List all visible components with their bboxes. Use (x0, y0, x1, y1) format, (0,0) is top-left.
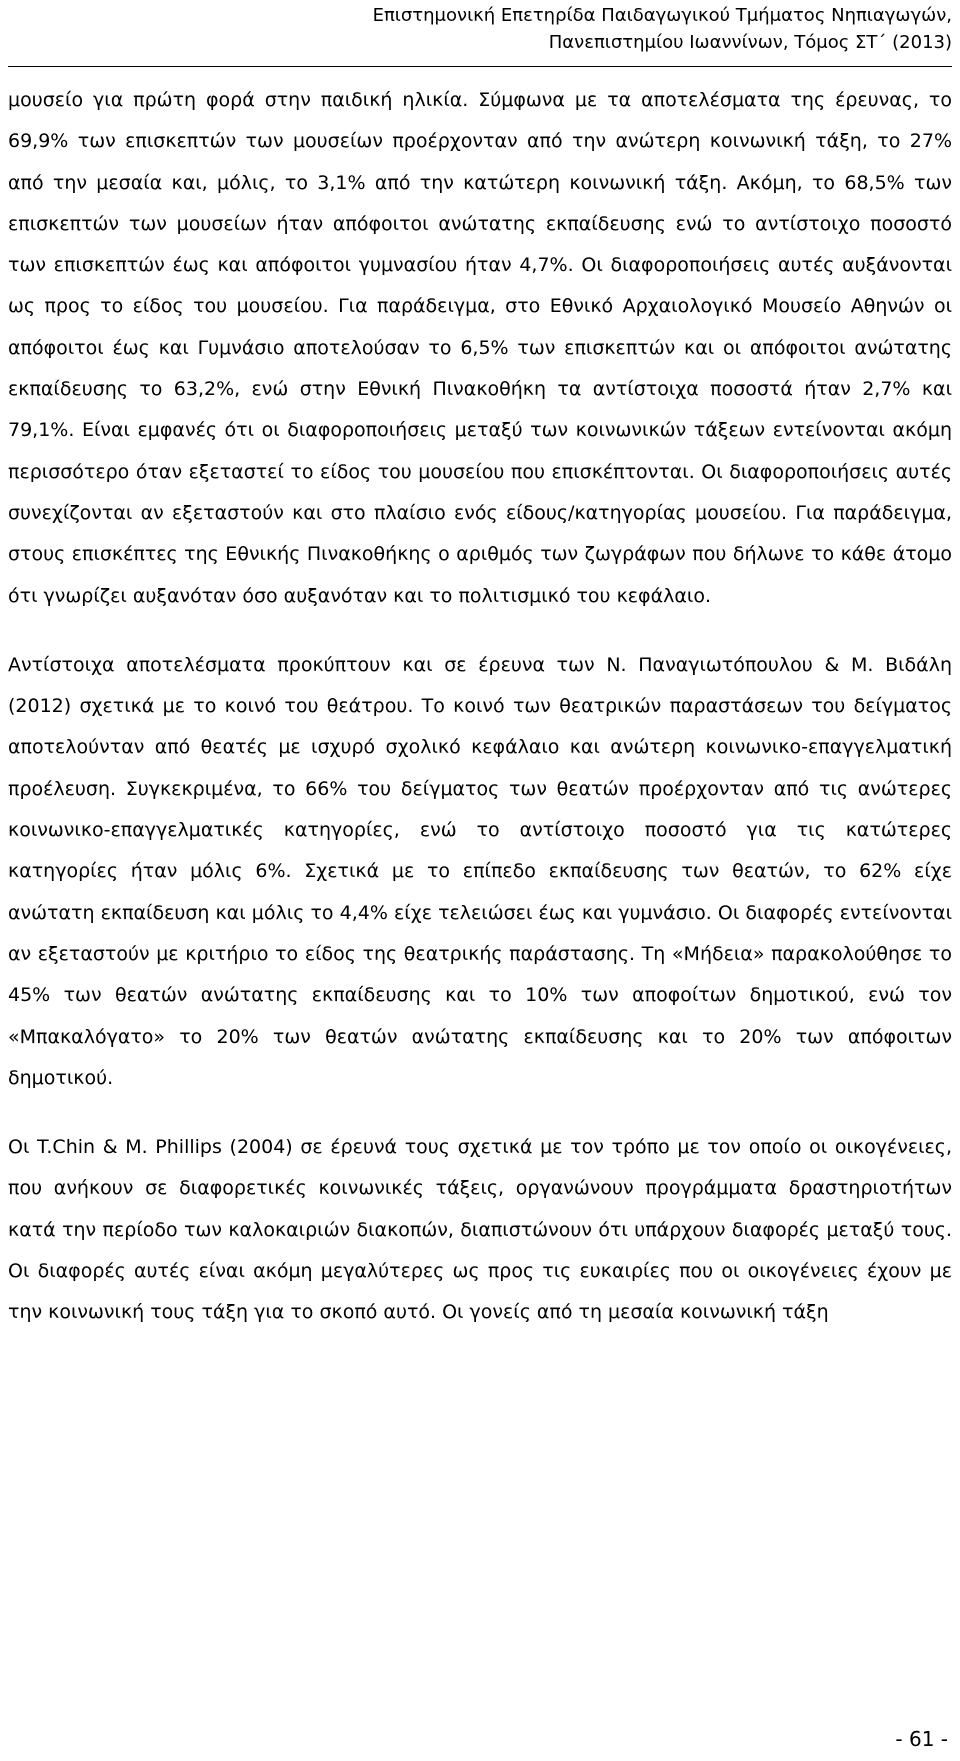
paragraph-theatre-audience: Αντίστοιχα αποτελέσματα προκύπτουν και σε έρευνα των Ν. Παναγιωτόπουλου & Μ. Βιδάλη (2012) σχετικά με το κοινό του θεάτρου. Το κοινό των θεατρικών παραστάσεων του δείγματος αποτελούνταν από θεατές με ισχυρό σχολικό κεφάλαιο και ανώτερη κοινωνικο-επαγγελματική προέλευση. Συγκεκριμένα, το 66% του δείγματος των θεατών προέρχονταν από τις ανώτερες κοινωνικο-επαγγελματικές κατηγορίες, ενώ το αντίστοιχο ποσοστό για τις κατώτερες κατηγορίες ήταν μόλις 6%. Σχετικά με το επίπεδο εκπαίδευσης των θεατών, το 62% είχε ανώτατη εκπαίδευση και μόλις το 4,4% είχε τελειώσει έως και γυμνάσιο. Οι διαφορές εντείνονται αν εξεταστούν με κριτήριο το είδος της θεατρικής παράστασης. Τη «Μήδεια» παρακολούθησε το 45% των θεατών ανώτατης εκπαίδευσης και το 10% των αποφοίτων δημοτικού, ενώ τον «Μπακαλόγατο» το 20% των θεατών ανώτατης εκπαίδευσης και το 20% των απόφοιτων δημοτικού. (8, 653, 952, 1089)
page-number: - 61 - (895, 1727, 948, 1751)
paragraph-summer-activities: Οι T.Chin & M. Phillips (2004) σε έρευνά τους σχετικά με τον τρόπο με τον οποίο οι οικογένειες, που ανήκουν σε διαφορετικές κοινωνικές τάξεις, οργανώνουν προγράμματα δραστηριοτήτων κατά την περίοδο των καλοκαιριών διακοπών, διαπιστώνουν ότι υπάρχουν διαφορές μεταξύ τους. Οι διαφορές αυτές είναι ακόμη μεγαλύτερες ως προς τις ευκαιρίες που οι οικογένειες έχουν με την κοινωνική τους τάξη για το σκοπό αυτό. Οι γονείς από τη μεσαία κοινωνική τάξη (8, 1136, 952, 1324)
header-line-volume: Πανεπιστημίου Ιωαννίνων, Τόμος ΣΤ΄ (2013) (548, 32, 952, 53)
header-line-journal: Επιστημονική Επετηρίδα Παιδαγωγικού Τμήματος Νηπιαγωγών, (372, 5, 952, 26)
page-body (8, 80, 952, 1334)
header-divider (8, 66, 952, 67)
paragraph-museum-visitors: μουσείο για πρώτη φορά στην παιδική ηλικία. Σύμφωνα με τα αποτελέσματα της έρευνας, το 69,9% των επισκεπτών των μουσείων προέρχονταν από την ανώτερη κοινωνική τάξη, το 27% από την μεσαία και, μόλις, το 3,1% από την κατώτερη κοινωνική τάξη. Ακόμη, το 68,5% των επισκεπτών των μουσείων ήταν απόφοιτοι ανώτατης εκπαίδευσης ενώ το αντίστοιχο ποσοστό των επισκεπτών έως και απόφοιτοι γυμνασίου ήταν 4,7%. Οι διαφοροποιήσεις αυτές αυξάνονται ως προς το είδος του μουσείου. Για παράδειγμα, στο Εθνικό Αρχαιολογικό Μουσείο Αθηνών οι απόφοιτοι έως και Γυμνάσιο αποτελούσαν το 6,5% των επισκεπτών και οι απόφοιτοι ανώτατης εκπαίδευσης το 63,2%, ενώ στην Εθνική Πινακοθήκη τα αντίστοιχα ποσοστά ήταν 2,7% και 79,1%. Είναι εμφανές ότι οι διαφοροποιήσεις μεταξύ των κοινωνικών τάξεων εντείνονται ακόμη περισσότερο όταν εξεταστεί το είδος του μουσείου που επισκέπτονται. Οι διαφοροποιήσεις αυτές συνεχίζονται αν εξεταστούν και στο πλαίσιο ενός είδους/κατηγορίας μουσείου. Για παράδειγμα, στους επισκέπτες της Εθνικής Πινακοθήκης ο αριθμός των ζωγράφων που δήλωνε το κάθε άτομο ότι γνωρίζει αυξανόταν όσο αυξανόταν και το πολιτισμικό του κεφάλαιο. (8, 89, 952, 607)
running-header (8, 2, 952, 56)
